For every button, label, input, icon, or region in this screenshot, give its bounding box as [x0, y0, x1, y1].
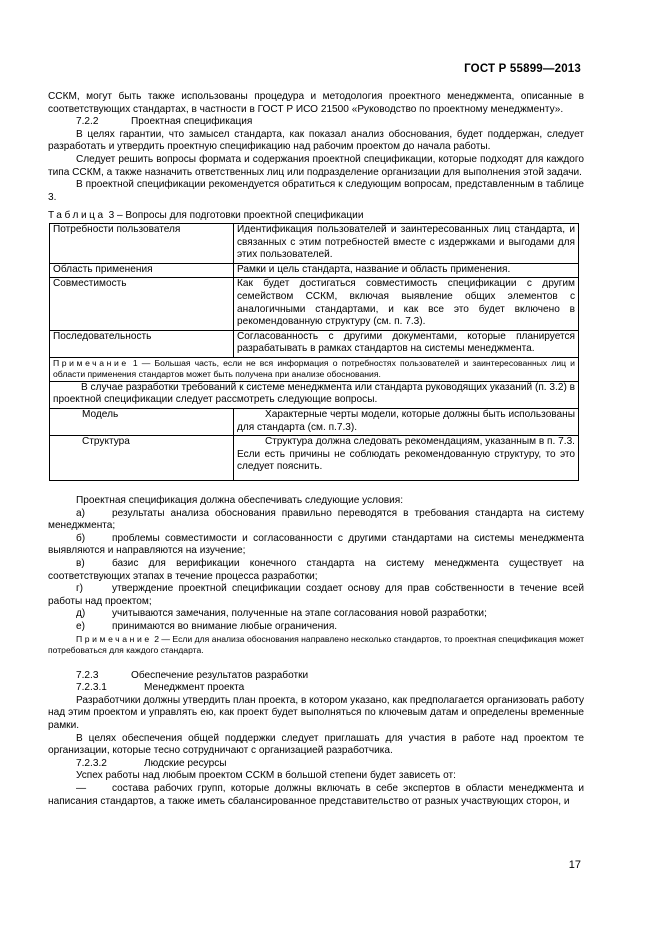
dash-label: — [76, 782, 87, 794]
paragraph: Успех работы над любым проектом ССКМ в большой степени будет зависеть от: [76, 770, 456, 782]
table-cell-text: Рамки и цель стандарта, название и область применения. [234, 263, 579, 278]
table-note-row [50, 357, 579, 381]
table-cell-label: Потребности пользователя [50, 223, 234, 263]
table-note [50, 357, 579, 381]
list-text: утверждение проектной спецификации создает основу для прав собственности в течение всей работы над проектом; [48, 583, 584, 607]
section-number: 7.2.3.1 [76, 682, 107, 694]
section-title: Проектная спецификация [131, 116, 253, 128]
table-caption-text: 3 – Вопросы для подготовки проектной спецификации [108, 210, 364, 222]
table-cell-text: Согласованность с другими документами, которые планируется разрабатывать в рамках стандартов на системы менеджмента. [234, 330, 579, 357]
list-item [48, 533, 584, 558]
section-number: 7.2.3 [76, 669, 99, 681]
list-item [48, 621, 584, 634]
list-text: результаты анализа обоснования правильно переводятся в требования стандарта на систему менеджмента; [48, 507, 584, 532]
table-row [50, 263, 579, 278]
spacer [48, 481, 584, 495]
section-title: Людские ресурсы [144, 757, 227, 769]
conditions-intro: Проектная спецификация должна обеспечивать следующие условия: [76, 495, 404, 507]
section-number: 7.2.3.2 [76, 757, 107, 769]
section-heading-7-2-3 [48, 670, 584, 683]
page-number: 17 [568, 859, 581, 871]
paragraph: В целях гарантии, что замысел стандарта, как показал анализ обоснования, будет поддержан, следует разработать и утвердить проектную спецификацию над рабочим проектом до начала работы. [48, 128, 584, 153]
table-row [50, 409, 579, 436]
table-cell-text: Идентификация пользователей и заинтересованных лиц стандарта, и связанных с этим потребностей вместе с издержками и выгодами для этих пользователей. [234, 223, 579, 263]
note-word: Примечание [53, 357, 129, 368]
section-title: Обеспечение результатов разработки [131, 669, 309, 681]
note-2 [48, 634, 584, 656]
list-item [48, 508, 584, 533]
table-row [50, 278, 579, 330]
table-subheader-row [50, 381, 579, 408]
table-caption [48, 210, 584, 223]
table-row [50, 223, 579, 263]
dash-item [48, 783, 584, 808]
table-subheader: В случае разработки требований к системе менеджмента или стандарта руководящих указаний (п. 3.2) в проектной спецификации следует рассмотреть следующие вопросы. [50, 381, 579, 408]
table-cell-label: Совместимость [50, 278, 234, 330]
note-word: Примечание [76, 633, 152, 644]
list-item [48, 558, 584, 583]
section-number: 7.2.2 [76, 116, 99, 128]
paragraph: В целях обеспечения общей поддержки следует приглашать для участия в работе над проектом те организации, которые тесно сотрудничают с организацией разработчика. [48, 732, 584, 757]
paragraph: Следует решить вопросы формата и содержания проектной спецификации, которые подходят для каждого типа ССКМ, а также назначить ответственных лиц или подразделение организации для выполнения этой задачи. [48, 153, 584, 178]
dash-text: состава рабочих групп, которые должны включать в себе экспертов в области менеджмента и написания стандартов, а также иметь сбалансированное представительство от разных участвующих сторон, и [48, 782, 584, 807]
page-content [48, 91, 584, 808]
section-heading-7-2-2 [48, 116, 584, 129]
paragraph: В проектной спецификации рекомендуется обратиться к следующим вопросам, представленным в таблице 3. [48, 179, 584, 203]
list-label: г) [76, 583, 84, 595]
list-label: е) [76, 620, 85, 632]
table-cell-label: Структура [50, 436, 234, 481]
list-text: принимаются во внимание любые ограничения. [112, 620, 338, 632]
spec-questions-table [49, 223, 579, 481]
spacer [48, 656, 584, 670]
paragraph-continuation: ССКМ, могут быть также использованы процедура и методология проектного менеджмента, описанные в соответствующих стандартах, в частности в ГОСТ Р ИСО 21500 «Руководство по проектному менеджменту». [48, 91, 584, 115]
table-caption-word: Таблица [48, 210, 106, 222]
table-cell-text: Как будет достигаться совместимость спецификации с другим семейством ССКМ, включая выявление общих элементов с аналогичными стандартами, и как все это будет включено в рекомендованную структуру (см. п. 7.3). [234, 278, 579, 330]
list-label: б) [76, 532, 86, 544]
table-row [50, 436, 579, 481]
section-heading-7-2-3-1 [48, 682, 584, 695]
list-item [48, 583, 584, 608]
list-text: базис для верификации конечного стандарта на систему менеджмента существует на соответствующих этапах в течение процесса разработки; [48, 558, 584, 582]
list-text: проблемы совместимости и согласованности с другими стандартами на системы менеджмента выявляются и направляются на изучение; [48, 532, 584, 557]
section-title: Менеджмент проекта [144, 682, 245, 694]
note-text: 1 — Большая часть, если не вся информация о потребностях пользователей и заинтересованных лиц и области применения стандартов может быть получена при анализе обоснования. [53, 357, 575, 379]
paragraph: Разработчики должны утвердить план проекта, в котором указано, как предполагается организовать работу над этим проектом и управлять ею, как проект будет выполняться по ключевым датам и определены временные рамки. [48, 694, 584, 731]
list-label: в) [76, 558, 85, 569]
table-cell-label: Область применения [50, 263, 234, 278]
list-label: д) [76, 608, 86, 620]
list-item [48, 608, 584, 621]
note-text: 2 — Если для анализа обоснования направлено несколько стандартов, то проектная спецификация может потребоваться для каждого стандарта. [48, 633, 584, 655]
table-cell-text: Структура должна следовать рекомендациям, указанным в п. 7.3. Если есть причины не соблюдать рекомендованную структуру, то это следует пояснить. [234, 436, 579, 481]
table-row [50, 330, 579, 357]
list-label: а) [76, 507, 85, 519]
table-cell-label: Модель [50, 409, 234, 436]
table-cell-label: Последовательность [50, 330, 234, 357]
standard-header: ГОСТ Р 55899—2013 [464, 63, 581, 75]
table-cell-text: Характерные черты модели, которые должны быть использованы для стандарта (см. п.7.3). [234, 409, 579, 436]
section-heading-7-2-3-2 [48, 758, 584, 771]
list-text: учитываются замечания, полученные на этапе согласования новой разработки; [112, 608, 487, 620]
